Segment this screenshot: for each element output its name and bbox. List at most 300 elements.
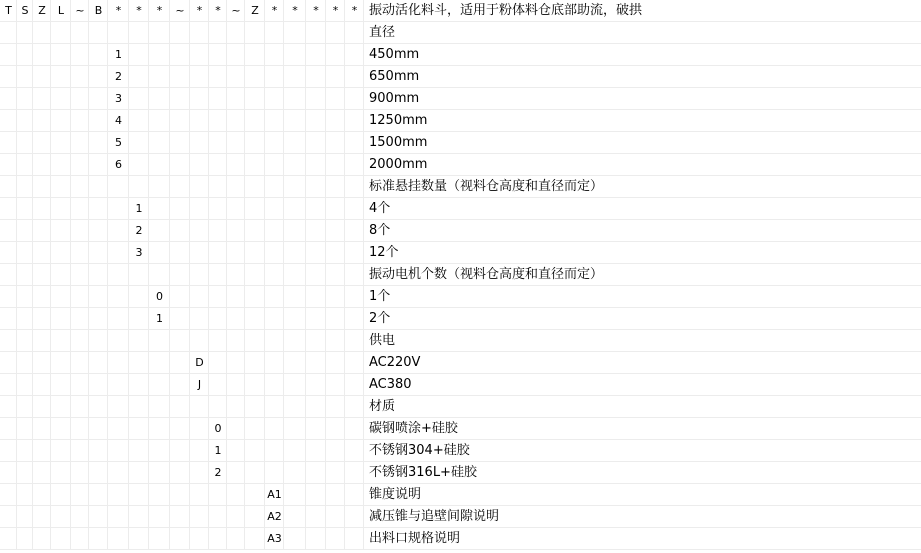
grid-cell[interactable] <box>129 330 149 352</box>
grid-cell[interactable] <box>108 374 129 396</box>
grid-cell[interactable] <box>345 66 364 88</box>
grid-cell[interactable] <box>149 220 170 242</box>
grid-cell[interactable] <box>209 220 227 242</box>
grid-cell[interactable] <box>190 264 209 286</box>
option-row[interactable] <box>0 352 921 374</box>
grid-cell[interactable] <box>149 352 170 374</box>
grid-cell[interactable] <box>71 66 89 88</box>
grid-cell[interactable] <box>209 396 227 418</box>
grid-cell[interactable] <box>306 352 326 374</box>
grid-cell[interactable] <box>326 88 345 110</box>
grid-cell[interactable] <box>190 440 209 462</box>
grid-cell[interactable] <box>326 352 345 374</box>
grid-cell[interactable] <box>129 132 149 154</box>
grid-cell[interactable] <box>209 352 227 374</box>
section-row[interactable] <box>0 176 921 198</box>
grid-cell[interactable] <box>345 330 364 352</box>
grid-cell[interactable] <box>170 330 190 352</box>
option-row[interactable] <box>0 528 921 550</box>
grid-cell[interactable] <box>129 44 149 66</box>
grid-cell[interactable] <box>51 330 71 352</box>
grid-cell[interactable] <box>209 506 227 528</box>
grid-cell[interactable] <box>345 528 364 550</box>
grid-cell[interactable] <box>326 154 345 176</box>
grid-cell[interactable] <box>265 176 284 198</box>
grid-cell[interactable] <box>170 462 190 484</box>
grid-cell[interactable] <box>33 44 51 66</box>
grid-cell[interactable] <box>89 462 108 484</box>
grid-cell[interactable] <box>227 484 245 506</box>
grid-cell[interactable] <box>71 440 89 462</box>
grid-cell[interactable] <box>129 286 149 308</box>
grid-cell[interactable] <box>306 110 326 132</box>
grid-cell[interactable] <box>245 506 265 528</box>
grid-cell[interactable] <box>245 110 265 132</box>
grid-cell[interactable] <box>17 330 33 352</box>
grid-cell[interactable] <box>0 528 17 550</box>
grid-cell[interactable] <box>89 66 108 88</box>
grid-cell[interactable] <box>284 506 306 528</box>
grid-cell[interactable] <box>71 484 89 506</box>
grid-cell[interactable] <box>345 132 364 154</box>
grid-cell[interactable] <box>129 484 149 506</box>
grid-cell[interactable] <box>326 374 345 396</box>
grid-cell[interactable] <box>284 242 306 264</box>
grid-cell[interactable] <box>227 308 245 330</box>
grid-cell[interactable] <box>284 44 306 66</box>
grid-cell[interactable] <box>209 374 227 396</box>
grid-cell[interactable] <box>245 418 265 440</box>
option-row[interactable] <box>0 110 921 132</box>
grid-cell[interactable] <box>227 88 245 110</box>
grid-cell[interactable] <box>33 110 51 132</box>
option-row[interactable] <box>0 198 921 220</box>
grid-cell[interactable] <box>129 154 149 176</box>
grid-cell[interactable] <box>265 88 284 110</box>
grid-cell[interactable] <box>345 286 364 308</box>
grid-cell[interactable] <box>17 242 33 264</box>
grid-cell[interactable] <box>326 396 345 418</box>
grid-cell[interactable] <box>108 506 129 528</box>
grid-cell[interactable] <box>326 418 345 440</box>
grid-cell[interactable] <box>227 506 245 528</box>
grid-cell[interactable] <box>345 462 364 484</box>
grid-cell[interactable] <box>149 440 170 462</box>
grid-cell[interactable] <box>108 352 129 374</box>
grid-cell[interactable] <box>306 308 326 330</box>
option-row[interactable] <box>0 132 921 154</box>
grid-cell[interactable] <box>17 220 33 242</box>
grid-cell[interactable] <box>0 176 17 198</box>
grid-cell[interactable] <box>51 396 71 418</box>
grid-cell[interactable] <box>129 264 149 286</box>
grid-cell[interactable] <box>71 198 89 220</box>
option-row[interactable] <box>0 308 921 330</box>
grid-cell[interactable] <box>345 22 364 44</box>
grid-cell[interactable] <box>17 374 33 396</box>
grid-cell[interactable] <box>284 154 306 176</box>
grid-cell[interactable] <box>284 308 306 330</box>
grid-cell[interactable] <box>265 154 284 176</box>
grid-cell[interactable] <box>129 88 149 110</box>
grid-cell[interactable] <box>17 286 33 308</box>
grid-cell[interactable] <box>0 352 17 374</box>
grid-cell[interactable] <box>33 484 51 506</box>
grid-cell[interactable] <box>245 396 265 418</box>
grid-cell[interactable] <box>326 198 345 220</box>
grid-cell[interactable] <box>71 352 89 374</box>
grid-cell[interactable] <box>245 374 265 396</box>
option-row[interactable] <box>0 440 921 462</box>
grid-cell[interactable] <box>190 418 209 440</box>
grid-cell[interactable] <box>149 462 170 484</box>
grid-cell[interactable] <box>265 110 284 132</box>
grid-cell[interactable] <box>149 88 170 110</box>
grid-cell[interactable] <box>306 22 326 44</box>
grid-cell[interactable] <box>170 264 190 286</box>
grid-cell[interactable] <box>89 374 108 396</box>
grid-cell[interactable] <box>108 242 129 264</box>
grid-cell[interactable] <box>306 330 326 352</box>
grid-cell[interactable] <box>345 440 364 462</box>
grid-cell[interactable] <box>89 264 108 286</box>
grid-cell[interactable] <box>71 374 89 396</box>
grid-cell[interactable] <box>33 506 51 528</box>
grid-cell[interactable] <box>306 506 326 528</box>
grid-cell[interactable] <box>245 462 265 484</box>
option-row[interactable] <box>0 506 921 528</box>
grid-cell[interactable] <box>170 176 190 198</box>
grid-cell[interactable] <box>33 132 51 154</box>
grid-cell[interactable] <box>326 176 345 198</box>
grid-cell[interactable] <box>71 154 89 176</box>
grid-cell[interactable] <box>0 88 17 110</box>
grid-cell[interactable] <box>0 198 17 220</box>
option-row[interactable] <box>0 88 921 110</box>
grid-cell[interactable] <box>71 506 89 528</box>
grid-cell[interactable] <box>17 264 33 286</box>
grid-cell[interactable] <box>345 154 364 176</box>
grid-cell[interactable] <box>265 352 284 374</box>
grid-cell[interactable] <box>284 88 306 110</box>
grid-cell[interactable] <box>71 220 89 242</box>
grid-cell[interactable] <box>17 44 33 66</box>
grid-cell[interactable] <box>71 110 89 132</box>
grid-cell[interactable] <box>227 154 245 176</box>
grid-cell[interactable] <box>51 220 71 242</box>
grid-cell[interactable] <box>227 330 245 352</box>
grid-cell[interactable] <box>245 528 265 550</box>
grid-cell[interactable] <box>51 22 71 44</box>
grid-cell[interactable] <box>265 242 284 264</box>
grid-cell[interactable] <box>170 198 190 220</box>
grid-cell[interactable] <box>170 374 190 396</box>
grid-cell[interactable] <box>284 440 306 462</box>
option-row[interactable] <box>0 242 921 264</box>
section-row[interactable] <box>0 330 921 352</box>
grid-cell[interactable] <box>227 396 245 418</box>
grid-cell[interactable] <box>170 44 190 66</box>
grid-cell[interactable] <box>209 308 227 330</box>
grid-cell[interactable] <box>129 22 149 44</box>
grid-cell[interactable] <box>0 462 17 484</box>
grid-cell[interactable] <box>209 484 227 506</box>
grid-cell[interactable] <box>170 418 190 440</box>
grid-cell[interactable] <box>108 176 129 198</box>
grid-cell[interactable] <box>0 418 17 440</box>
grid-cell[interactable] <box>190 132 209 154</box>
grid-cell[interactable] <box>108 22 129 44</box>
option-row[interactable] <box>0 44 921 66</box>
grid-cell[interactable] <box>108 440 129 462</box>
grid-cell[interactable] <box>284 374 306 396</box>
grid-cell[interactable] <box>71 44 89 66</box>
grid-cell[interactable] <box>129 528 149 550</box>
grid-cell[interactable] <box>89 440 108 462</box>
grid-cell[interactable] <box>190 198 209 220</box>
grid-cell[interactable] <box>89 286 108 308</box>
grid-cell[interactable] <box>71 308 89 330</box>
grid-cell[interactable] <box>170 22 190 44</box>
grid-cell[interactable] <box>149 66 170 88</box>
grid-cell[interactable] <box>209 22 227 44</box>
grid-cell[interactable] <box>190 220 209 242</box>
grid-cell[interactable] <box>51 528 71 550</box>
grid-cell[interactable] <box>190 242 209 264</box>
grid-cell[interactable] <box>51 264 71 286</box>
grid-cell[interactable] <box>71 396 89 418</box>
grid-cell[interactable] <box>108 418 129 440</box>
grid-cell[interactable] <box>265 286 284 308</box>
grid-cell[interactable] <box>89 484 108 506</box>
grid-cell[interactable] <box>326 220 345 242</box>
grid-cell[interactable] <box>129 66 149 88</box>
grid-cell[interactable] <box>33 418 51 440</box>
grid-cell[interactable] <box>245 220 265 242</box>
grid-cell[interactable] <box>265 440 284 462</box>
grid-cell[interactable] <box>306 198 326 220</box>
grid-cell[interactable] <box>345 44 364 66</box>
grid-cell[interactable] <box>170 286 190 308</box>
grid-cell[interactable] <box>345 242 364 264</box>
grid-cell[interactable] <box>51 132 71 154</box>
grid-cell[interactable] <box>284 330 306 352</box>
grid-cell[interactable] <box>33 66 51 88</box>
grid-cell[interactable] <box>170 396 190 418</box>
grid-cell[interactable] <box>209 242 227 264</box>
section-row[interactable] <box>0 264 921 286</box>
grid-cell[interactable] <box>89 154 108 176</box>
grid-cell[interactable] <box>0 330 17 352</box>
grid-cell[interactable] <box>306 374 326 396</box>
grid-cell[interactable] <box>51 462 71 484</box>
grid-cell[interactable] <box>265 308 284 330</box>
section-row[interactable] <box>0 396 921 418</box>
grid-cell[interactable] <box>265 374 284 396</box>
grid-cell[interactable] <box>306 418 326 440</box>
grid-cell[interactable] <box>17 22 33 44</box>
grid-cell[interactable] <box>108 528 129 550</box>
grid-cell[interactable] <box>71 462 89 484</box>
grid-cell[interactable] <box>89 418 108 440</box>
grid-cell[interactable] <box>306 176 326 198</box>
grid-cell[interactable] <box>209 264 227 286</box>
grid-cell[interactable] <box>51 198 71 220</box>
grid-cell[interactable] <box>245 484 265 506</box>
grid-cell[interactable] <box>17 154 33 176</box>
grid-cell[interactable] <box>190 44 209 66</box>
grid-cell[interactable] <box>149 242 170 264</box>
grid-cell[interactable] <box>17 484 33 506</box>
grid-cell[interactable] <box>326 44 345 66</box>
grid-cell[interactable] <box>89 528 108 550</box>
grid-cell[interactable] <box>149 44 170 66</box>
grid-cell[interactable] <box>345 110 364 132</box>
grid-cell[interactable] <box>227 242 245 264</box>
grid-cell[interactable] <box>345 396 364 418</box>
grid-cell[interactable] <box>129 462 149 484</box>
grid-cell[interactable] <box>170 154 190 176</box>
grid-cell[interactable] <box>33 22 51 44</box>
grid-cell[interactable] <box>209 198 227 220</box>
grid-cell[interactable] <box>0 396 17 418</box>
grid-cell[interactable] <box>227 22 245 44</box>
grid-cell[interactable] <box>209 44 227 66</box>
grid-cell[interactable] <box>227 264 245 286</box>
grid-cell[interactable] <box>190 462 209 484</box>
grid-cell[interactable] <box>129 110 149 132</box>
grid-cell[interactable] <box>108 462 129 484</box>
grid-cell[interactable] <box>245 198 265 220</box>
grid-cell[interactable] <box>89 22 108 44</box>
grid-cell[interactable] <box>149 528 170 550</box>
grid-cell[interactable] <box>326 330 345 352</box>
grid-cell[interactable] <box>326 308 345 330</box>
grid-cell[interactable] <box>306 462 326 484</box>
grid-cell[interactable] <box>284 462 306 484</box>
grid-cell[interactable] <box>33 242 51 264</box>
grid-cell[interactable] <box>51 154 71 176</box>
grid-cell[interactable] <box>129 352 149 374</box>
grid-cell[interactable] <box>345 374 364 396</box>
grid-cell[interactable] <box>89 110 108 132</box>
grid-cell[interactable] <box>51 484 71 506</box>
grid-cell[interactable] <box>345 220 364 242</box>
grid-cell[interactable] <box>89 176 108 198</box>
grid-cell[interactable] <box>190 286 209 308</box>
grid-cell[interactable] <box>326 286 345 308</box>
grid-cell[interactable] <box>170 88 190 110</box>
grid-cell[interactable] <box>89 220 108 242</box>
grid-cell[interactable] <box>284 110 306 132</box>
grid-cell[interactable] <box>51 374 71 396</box>
grid-cell[interactable] <box>149 418 170 440</box>
section-row[interactable] <box>0 22 921 44</box>
grid-cell[interactable] <box>89 88 108 110</box>
grid-cell[interactable] <box>33 462 51 484</box>
grid-cell[interactable] <box>209 528 227 550</box>
grid-cell[interactable] <box>33 528 51 550</box>
grid-cell[interactable] <box>89 198 108 220</box>
grid-cell[interactable] <box>170 66 190 88</box>
grid-cell[interactable] <box>0 132 17 154</box>
grid-cell[interactable] <box>149 484 170 506</box>
grid-cell[interactable] <box>284 396 306 418</box>
grid-cell[interactable] <box>33 154 51 176</box>
grid-cell[interactable] <box>17 176 33 198</box>
grid-cell[interactable] <box>170 242 190 264</box>
grid-cell[interactable] <box>265 418 284 440</box>
grid-cell[interactable] <box>71 418 89 440</box>
grid-cell[interactable] <box>306 154 326 176</box>
grid-cell[interactable] <box>17 110 33 132</box>
grid-cell[interactable] <box>17 198 33 220</box>
grid-cell[interactable] <box>245 44 265 66</box>
grid-cell[interactable] <box>89 352 108 374</box>
grid-cell[interactable] <box>170 528 190 550</box>
grid-cell[interactable] <box>227 352 245 374</box>
grid-cell[interactable] <box>190 66 209 88</box>
grid-cell[interactable] <box>345 264 364 286</box>
grid-cell[interactable] <box>209 176 227 198</box>
grid-cell[interactable] <box>306 440 326 462</box>
grid-cell[interactable] <box>71 176 89 198</box>
grid-cell[interactable] <box>170 220 190 242</box>
grid-cell[interactable] <box>190 484 209 506</box>
grid-cell[interactable] <box>326 110 345 132</box>
grid-cell[interactable] <box>33 352 51 374</box>
grid-cell[interactable] <box>190 154 209 176</box>
option-row[interactable] <box>0 66 921 88</box>
grid-cell[interactable] <box>0 22 17 44</box>
grid-cell[interactable] <box>170 308 190 330</box>
grid-cell[interactable] <box>0 66 17 88</box>
grid-cell[interactable] <box>227 66 245 88</box>
grid-cell[interactable] <box>326 264 345 286</box>
grid-cell[interactable] <box>245 308 265 330</box>
grid-cell[interactable] <box>306 88 326 110</box>
grid-cell[interactable] <box>0 154 17 176</box>
grid-cell[interactable] <box>17 308 33 330</box>
grid-cell[interactable] <box>89 506 108 528</box>
grid-cell[interactable] <box>0 506 17 528</box>
grid-cell[interactable] <box>71 286 89 308</box>
grid-cell[interactable] <box>265 462 284 484</box>
grid-cell[interactable] <box>190 396 209 418</box>
grid-cell[interactable] <box>245 66 265 88</box>
grid-cell[interactable] <box>108 396 129 418</box>
grid-cell[interactable] <box>108 308 129 330</box>
grid-cell[interactable] <box>89 330 108 352</box>
grid-cell[interactable] <box>326 440 345 462</box>
grid-cell[interactable] <box>326 132 345 154</box>
grid-cell[interactable] <box>33 198 51 220</box>
grid-cell[interactable] <box>209 330 227 352</box>
grid-cell[interactable] <box>245 330 265 352</box>
grid-cell[interactable] <box>170 484 190 506</box>
grid-cell[interactable] <box>326 66 345 88</box>
grid-cell[interactable] <box>17 528 33 550</box>
grid-cell[interactable] <box>33 374 51 396</box>
grid-cell[interactable] <box>17 352 33 374</box>
grid-cell[interactable] <box>306 44 326 66</box>
grid-cell[interactable] <box>51 242 71 264</box>
grid-cell[interactable] <box>89 308 108 330</box>
grid-cell[interactable] <box>51 44 71 66</box>
grid-cell[interactable] <box>51 418 71 440</box>
grid-cell[interactable] <box>51 66 71 88</box>
grid-cell[interactable] <box>33 440 51 462</box>
